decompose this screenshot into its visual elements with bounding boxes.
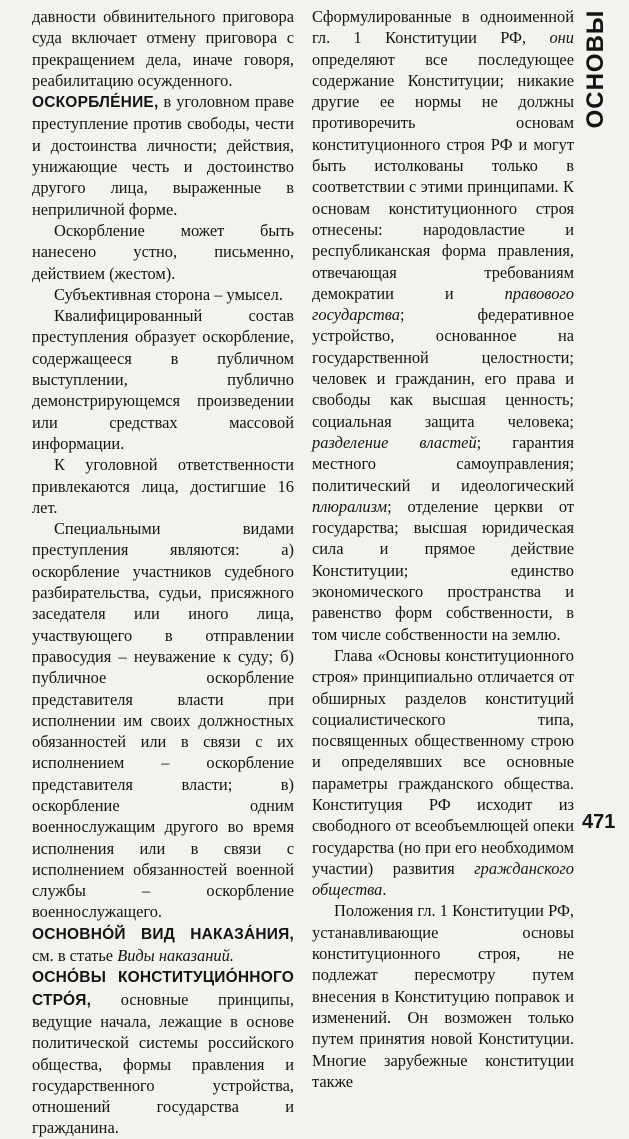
right-column [312, 6, 574, 1092]
cross-reference: правового государства [312, 283, 574, 325]
text-run: ; федеративное устройство, основанное на государственной целостности; человек и гражданин, его права и свободы как высшая ценность; социальная защита человека; [312, 305, 574, 431]
entry-text: в уголовном праве преступление против свободы, чести и достоинства личности; действия, унижающие честь и достоинство другого лица, выраженные в неприличной форме. [32, 92, 294, 219]
text-run: определяют все последующее содержание Конституции; никакие другие ее нормы не должны противоречить основам конституционного строя РФ и могут быть истолкованы только в соответствии с этими принципами. К основам конституционного строя отнесены: народовластие и республиканская форма правления, отвечающая требованиям демократии и [312, 49, 574, 303]
text-run: Глава «Основы конституционного строя» принципиально отличается от обширных разделов конституций социалистического типа, посвященных общественному строю и определявших все основные параметры гражданского общества. Конституция РФ исходит из свободного от всеобъемлющей опеки государства (но при его необходимом участии) развития [312, 645, 574, 878]
emphasis: они [549, 28, 574, 48]
entry-osnovy [32, 966, 294, 1138]
page-number: 471 [582, 811, 616, 833]
text-paragraph [312, 6, 574, 645]
text-paragraph: Специальными видами преступления являются: а) оскорбление участников судебного разбирательства, судьи, присяжного заседателя или иного лица, участвующего в отправлении правосудия – неуважение к суду; б) публичное оскорбление представителя власти при исполнении им своих должностных обязанностей или в связи с их исполнением – оскорбление представителя власти; в) оскорбление одним военнослужащим другого во время исполнения или в связи с исполнением обязанностей военной службы – оскорбление военнослужащего. [32, 519, 294, 922]
side-title-text: ОСНОВЫ [582, 9, 609, 129]
cross-reference: плюрализм [312, 496, 388, 516]
text-run: Сформулированные в одноименной гл. 1 Конституции РФ, [312, 7, 574, 48]
text-paragraph: Субъективная сторона – умысел. [54, 284, 283, 304]
text-run: . [382, 880, 387, 900]
text-paragraph: давности обвинительного приговора суда включает отмену приговора с прекращением дела, иначе говоря, реабилитацию осужденного. [32, 7, 294, 90]
left-column [32, 6, 294, 1139]
cross-reference: гражданского общества [312, 858, 574, 900]
text-paragraph [312, 645, 574, 901]
entry-headword: ОСНО́ВЫ КОНСТИТУЦИО́ННОГО СТРО́Я, [32, 969, 294, 1009]
entry-headword: ОСНОВНО́Й ВИД НАКАЗА́НИЯ, [32, 925, 294, 943]
entry-text: основные принципы, ведущие начала, лежащие в основе политической системы российского общества, формы правления и государственного устройства, отношений государства и гражданина. [32, 989, 294, 1138]
entry-osnovnoy-vid [32, 923, 294, 967]
cross-reference: Виды наказаний. [117, 946, 234, 966]
text-paragraph: Квалифицированный состав преступления образует оскорбление, содержащееся в публичном выступлении, публично демонстрирующемся произведении или средствах массовой информации. [32, 306, 294, 453]
entry-headword: ОСКОРБЛЕ́НИЕ, [32, 94, 159, 112]
cross-reference: разделение властей [312, 432, 477, 452]
entry-oskorblenie [32, 91, 294, 220]
text-run: ; отделение церкви от государства; высшая юридическая сила и прямое действие Конституции; единство экономического пространства и равенство форм собственности, в том числе собственности на землю. [312, 496, 574, 644]
text-paragraph: Положения гл. 1 Конституции РФ, устанавливающие основы конституционного строя, не подлежат пересмотру путем внесения в Конституцию поправок и изменений. Он возможен только путем принятия новой Конституции. Многие зарубежные конституции также [312, 901, 574, 1091]
text-run: ; гарантия местного самоуправления; политический и идеологический [312, 432, 574, 495]
text-paragraph: Оскорбление может быть нанесено устно, письменно, действием (жестом). [32, 220, 294, 283]
entry-text: см. в статье [32, 946, 118, 966]
section-side-title [578, 9, 614, 129]
text-paragraph: К уголовной ответственности привлекаются лица, достигшие 16 лет. [32, 455, 294, 517]
